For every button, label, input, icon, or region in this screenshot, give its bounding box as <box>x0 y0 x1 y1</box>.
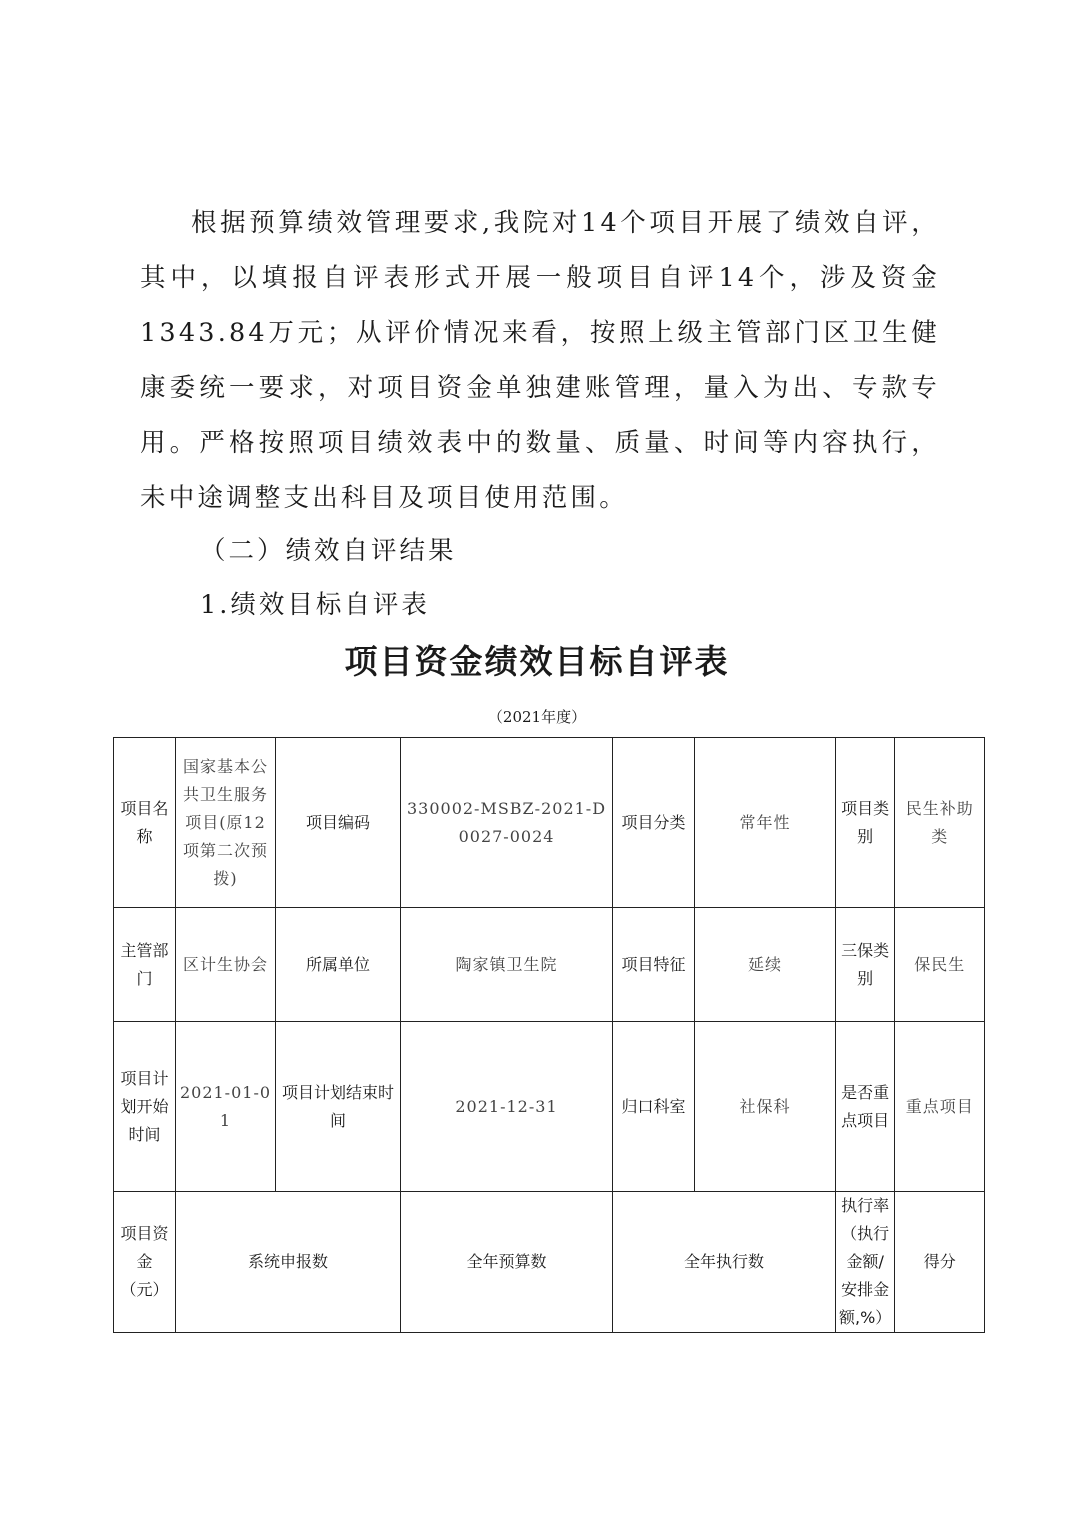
cell-execution-rate-header: 执行率（执行金额/安排金额,%） <box>836 1192 895 1333</box>
cell-project-funds-label: 项目资金（元） <box>114 1192 176 1333</box>
cell-project-classification-value: 常年性 <box>695 738 836 908</box>
cell-project-category-label: 项目类别 <box>836 738 895 908</box>
cell-project-feature-value: 延续 <box>695 908 836 1022</box>
cell-project-code-label: 项目编码 <box>276 738 401 908</box>
cell-department-label: 主管部门 <box>114 908 176 1022</box>
cell-project-name-value: 国家基本公共卫生服务项目(原12项第二次预拨) <box>176 738 276 908</box>
subsection-heading: 1.绩效目标自评表 <box>200 590 430 620</box>
cell-project-category-value: 民生补助类 <box>895 738 985 908</box>
section-heading: （二）绩效自评结果 <box>200 536 457 566</box>
cell-start-time-value: 2021-01-01 <box>176 1022 276 1192</box>
table-row <box>114 1022 985 1192</box>
cell-unit-value: 陶家镇卫生院 <box>401 908 613 1022</box>
cell-end-time-value: 2021-12-31 <box>401 1022 613 1192</box>
cell-key-project-value: 重点项目 <box>895 1022 985 1192</box>
cell-project-code-value: 330002-MSBZ-2021-D0027-0024 <box>401 738 613 908</box>
cell-annual-execution-header: 全年执行数 <box>613 1192 836 1333</box>
cell-guarantee-category-label: 三保类别 <box>836 908 895 1022</box>
table-year: （2021年度） <box>487 708 587 726</box>
table-row <box>114 1192 985 1333</box>
intro-paragraph: 根据预算绩效管理要求,我院对14个项目开展了绩效自评，其中，以填报自评表形式开展一般项目自评14个，涉及资金1343.84万元；从评价情况来看，按照上级主管部门区卫生健康委统一要求，对项目资金单独建账管理，量入为出、专款专用。严格按照项目绩效表中的数量、质量、时间等内容执行，未中途调整支出科目及项目使用范围。 <box>140 208 940 513</box>
cell-department-value: 区计生协会 <box>176 908 276 1022</box>
cell-score-header: 得分 <box>895 1192 985 1333</box>
table-title: 项目资金绩效目标自评表 <box>344 642 730 681</box>
table-row <box>114 738 985 908</box>
table-row <box>114 908 985 1022</box>
cell-annual-budget-header: 全年预算数 <box>401 1192 613 1333</box>
cell-guarantee-category-value: 保民生 <box>895 908 985 1022</box>
cell-start-time-label: 项目计划开始时间 <box>114 1022 176 1192</box>
cell-declared-amount-header: 系统申报数 <box>176 1192 401 1333</box>
cell-key-project-label: 是否重点项目 <box>836 1022 895 1192</box>
cell-project-name-label: 项目名称 <box>114 738 176 908</box>
performance-table <box>113 737 985 1333</box>
cell-end-time-label: 项目计划结束时间 <box>276 1022 401 1192</box>
cell-project-classification-label: 项目分类 <box>613 738 695 908</box>
cell-responsible-office-label: 归口科室 <box>613 1022 695 1192</box>
cell-responsible-office-value: 社保科 <box>695 1022 836 1192</box>
cell-unit-label: 所属单位 <box>276 908 401 1022</box>
cell-project-feature-label: 项目特征 <box>613 908 695 1022</box>
